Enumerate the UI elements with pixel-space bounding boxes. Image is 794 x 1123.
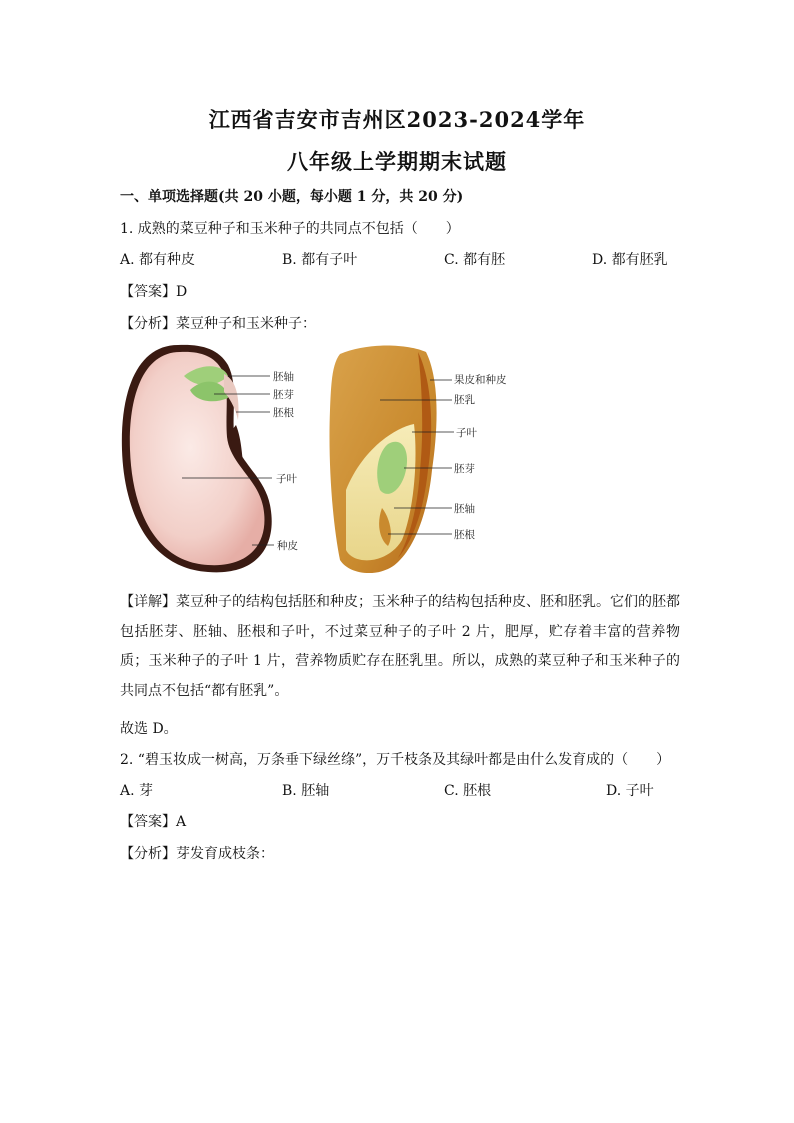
corn-label-radicle: 胚根: [454, 529, 475, 541]
question-1-option-d: D. 都有胚乳: [592, 252, 668, 268]
bean-label-radicle: 胚根: [273, 407, 294, 419]
corn-label-endosperm: 胚乳: [454, 394, 475, 406]
corn-label-hypocotyl: 胚轴: [454, 503, 475, 515]
corn-seed-illustration: [329, 346, 454, 574]
document-title-line2: 八年级上学期期末试题: [287, 149, 507, 174]
bean-label-cotyledon: 子叶: [276, 473, 297, 485]
question-2-answer: 【答案】A: [120, 814, 187, 830]
bean-label-hypocotyl: 胚轴: [273, 371, 294, 383]
question-1-detail: 【详解】菜豆种子的结构包括胚和种皮；玉米种子的结构包括种皮、胚和胚乳。它们的胚都包括胚芽、胚轴、胚根和子叶，不过菜豆种子的子叶 2 片，肥厚，贮存着丰富的营养物质；玉米种子的子叶 1 片，营养物质贮存在胚乳里。所以，成熟的菜豆种子和玉米种子的共同点不包括“都有胚乳”。: [120, 594, 680, 699]
corn-label-pericarp-seed-coat: 果皮和种皮: [454, 374, 507, 386]
question-2-option-b: B. 胚轴: [282, 783, 330, 799]
question-2-option-a: A. 芽: [120, 783, 154, 799]
section-heading: 一、单项选择题(共 20 小题，每小题 1 分，共 20 分): [120, 189, 464, 205]
bean-seed-illustration: [122, 345, 274, 572]
question-2-analysis: 【分析】芽发育成枝条：: [120, 846, 274, 862]
question-2-stem: 2. “碧玉妆成一树高，万条垂下绿丝绦”，万千枝条及其绿叶都是由什么发育成的（ ）: [120, 752, 671, 768]
seed-structure-figure: [118, 340, 518, 582]
corn-label-cotyledon: 子叶: [456, 427, 477, 439]
question-2-option-c: C. 胚根: [444, 783, 492, 799]
bean-label-plumule: 胚芽: [273, 389, 294, 401]
bean-label-seed-coat: 种皮: [277, 540, 298, 552]
question-1-answer: 【答案】D: [120, 284, 188, 300]
document-title-line1: 江西省吉安市吉州区2023-2024学年: [208, 107, 586, 132]
corn-label-plumule: 胚芽: [454, 463, 475, 475]
question-1-option-b: B. 都有子叶: [282, 252, 358, 268]
question-1-option-a: A. 都有种皮: [120, 252, 196, 268]
question-1-option-c: C. 都有胚: [444, 252, 506, 268]
question-1-conclusion: 故选 D。: [120, 721, 178, 737]
question-2-option-d: D. 子叶: [606, 783, 654, 799]
question-1-stem: 1. 成熟的菜豆种子和玉米种子的共同点不包括（ ）: [120, 221, 460, 237]
question-1-analysis: 【分析】菜豆种子和玉米种子：: [120, 316, 316, 332]
